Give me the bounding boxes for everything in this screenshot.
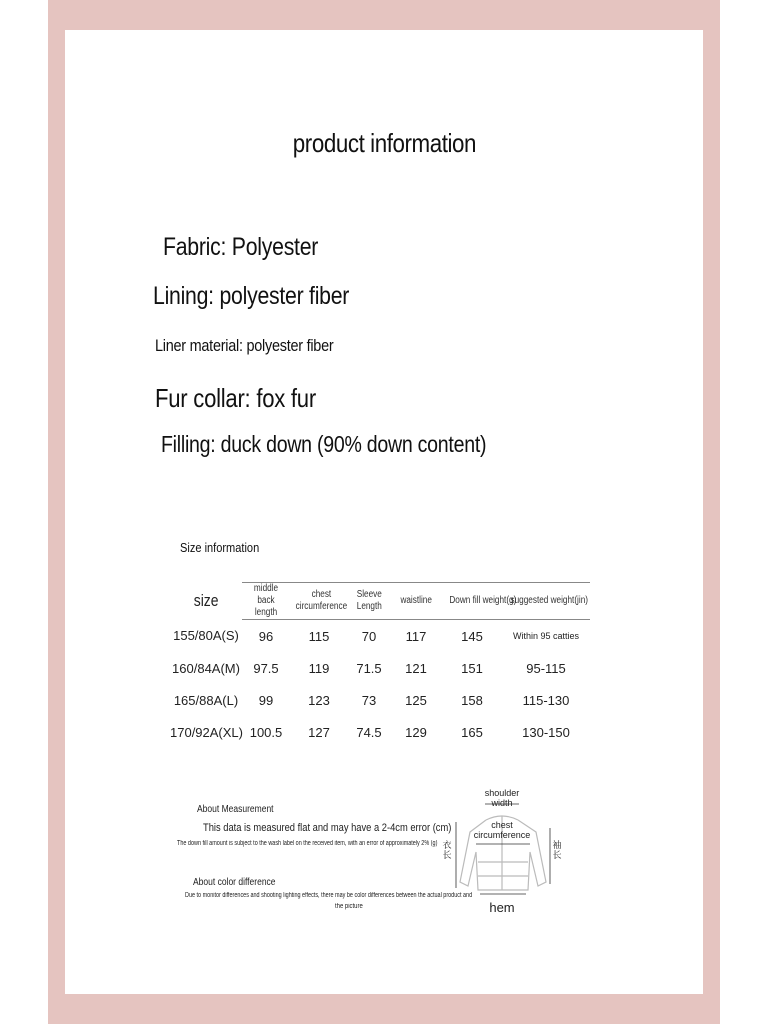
cell-middle-back: 97.5 [253, 660, 279, 676]
cell-down-fill: 165 [461, 724, 483, 740]
table-row [170, 652, 590, 684]
cell-waistline: 121 [405, 660, 427, 676]
header-waistline: waistline [390, 583, 442, 620]
chest-circumference-label: chest circumference [473, 820, 531, 840]
header-down-fill-weight: Down fill weight(g) [442, 583, 502, 620]
body-length-label: 衣长 [442, 840, 452, 860]
spec-liner: Liner material: polyester fiber [155, 336, 334, 355]
measurement-note: This data is measured flat and may have a 2-4cm error (cm) [203, 822, 452, 834]
spec-filling: Filling: duck down (90% down content) [161, 431, 487, 457]
down-fill-note: The down fill amount is subject to the wash label on the received item, with an error of approximately 2% (g) [177, 840, 438, 847]
cell-chest: 115 [308, 628, 330, 644]
about-color-heading: About color difference [193, 877, 276, 888]
size-info-title: Size information [180, 540, 260, 555]
about-measurement-heading: About Measurement [197, 804, 274, 815]
shoulder-width-label: shoulder width [484, 788, 520, 808]
cell-waistline: 125 [405, 692, 427, 708]
header-size: size [193, 591, 219, 610]
cell-waistline: 129 [405, 724, 427, 740]
cell-middle-back: 96 [258, 628, 274, 644]
jacket-measurement-diagram [440, 782, 570, 922]
cell-down-fill: 145 [461, 628, 483, 644]
table-row [170, 620, 590, 653]
table-row [170, 684, 590, 716]
cell-size: 155/80A(S) [173, 628, 239, 644]
content-card [65, 30, 703, 994]
size-table [170, 582, 590, 748]
cell-middle-back: 99 [258, 692, 274, 708]
table-row [170, 716, 590, 748]
cell-suggested-weight: Within 95 catties [512, 631, 580, 641]
cell-sleeve: 73 [361, 692, 377, 708]
cell-suggested-weight: 115-130 [522, 692, 570, 708]
cell-chest: 119 [308, 660, 330, 676]
hem-label: hem [489, 900, 515, 915]
cell-down-fill: 151 [461, 660, 483, 676]
cell-sleeve: 70 [361, 628, 377, 644]
spec-lining: Lining: polyester fiber [153, 282, 350, 310]
cell-suggested-weight: 130-150 [522, 724, 570, 740]
header-sleeve-length: Sleeve Length [348, 583, 390, 620]
cell-middle-back: 100.5 [249, 724, 283, 740]
page-title: product information [292, 128, 477, 158]
cell-waistline: 117 [405, 628, 427, 644]
spec-fur-collar: Fur collar: fox fur [155, 383, 316, 413]
sleeve-length-label: 袖长 [552, 840, 562, 860]
color-note-line-2: the picture [335, 903, 363, 910]
cell-size: 160/84A(M) [172, 660, 240, 676]
cell-sleeve: 74.5 [356, 724, 382, 740]
cell-chest: 127 [308, 724, 330, 740]
cell-suggested-weight: 95-115 [526, 660, 566, 676]
header-middle-back-length: middle back length [242, 583, 290, 620]
header-chest-circumference: chest circumference [290, 583, 348, 620]
size-table-header [170, 583, 590, 620]
cell-sleeve: 71.5 [356, 660, 382, 676]
header-suggested-weight: suggested weight(jin) [502, 583, 590, 620]
spec-fabric: Fabric: Polyester [163, 233, 319, 261]
cell-size: 165/88A(L) [173, 692, 239, 708]
color-note-line-1: Due to monitor differences and shooting lighting effects, there may be color differences between the actual product and [185, 892, 473, 899]
cell-chest: 123 [308, 692, 330, 708]
cell-down-fill: 158 [461, 692, 483, 708]
cell-size: 170/92A(XL) [170, 724, 243, 740]
